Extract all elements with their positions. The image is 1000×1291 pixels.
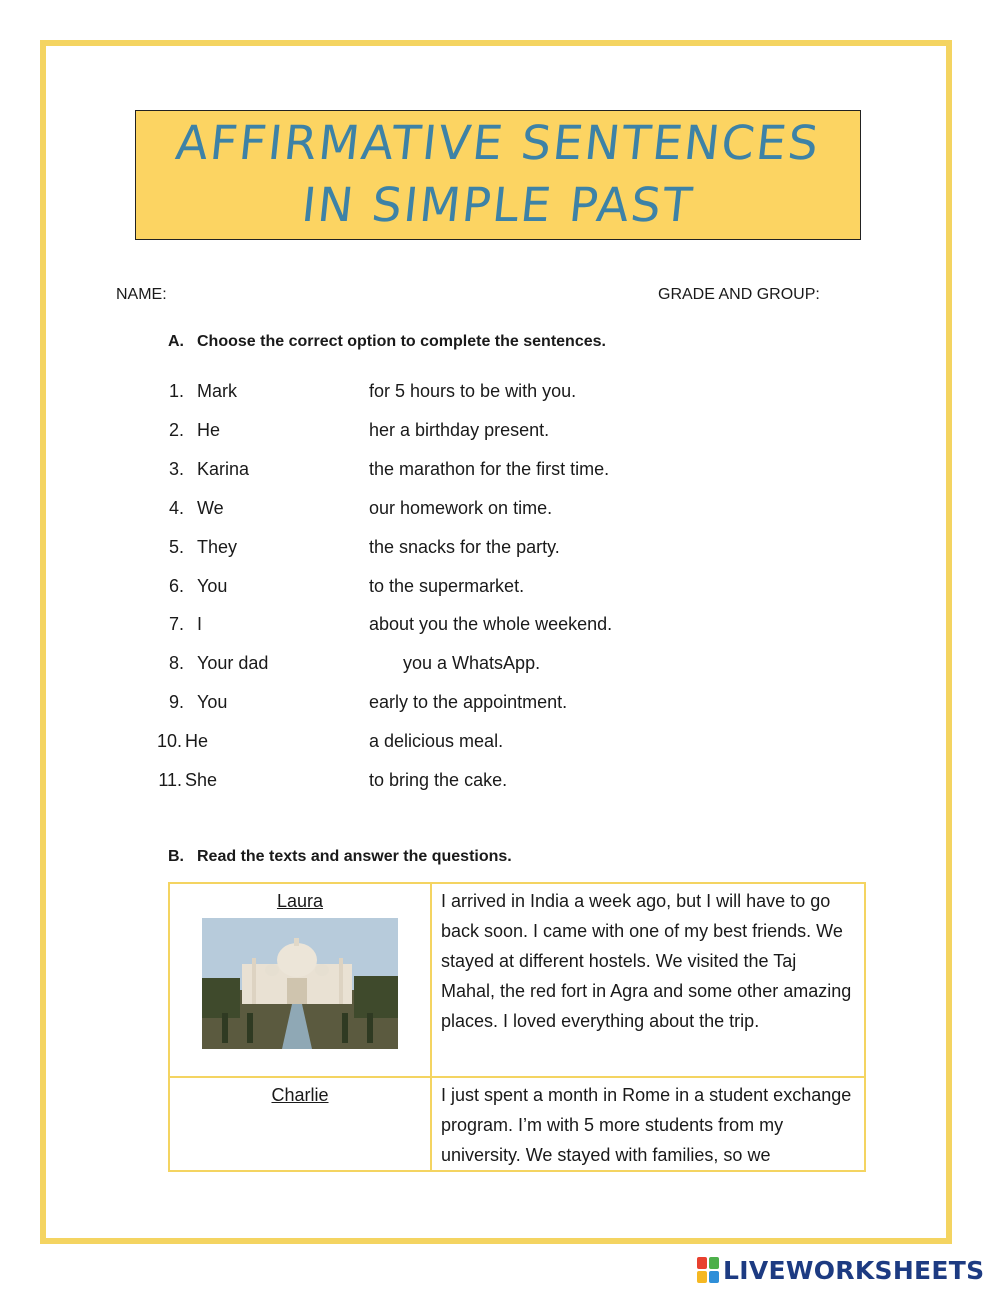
table-row	[169, 1077, 865, 1171]
section-a-letter: A.	[168, 333, 184, 350]
sentence-subject: Karina	[197, 458, 250, 479]
sentence-subject: I	[197, 614, 203, 635]
text-cell: I arrived in India a week ago, but I will have to go back soon. I came with one of my best friends. We stayed at different hostels. We visited the Taj Mahal, the red fort in Agra and some other amazing places. I loved everything about the trip.	[431, 883, 865, 1077]
person-name-charlie: Charlie	[271, 1085, 329, 1105]
sentence-item	[0, 496, 1000, 520]
sentence-subject: Mark	[197, 381, 237, 401]
sentence-item	[0, 574, 1000, 598]
sentence-item	[0, 768, 1000, 792]
sentence-remainder: you a WhatsApp.	[403, 653, 541, 674]
name-label: NAME:	[116, 286, 167, 303]
sentence-item	[0, 690, 1000, 714]
sentence-remainder: the snacks for the party.	[369, 536, 560, 557]
sentence-number: 10.	[156, 731, 182, 752]
section-b-instructions: Read the texts and answer the questions.	[197, 848, 512, 865]
sentence-number: 11.	[158, 770, 182, 790]
sentence-remainder: early to the appointment.	[369, 692, 568, 713]
person-name-laura: Laura	[276, 891, 324, 911]
sentence-remainder: to bring the cake.	[369, 770, 508, 790]
sentence-remainder: for 5 hours to be with you.	[369, 381, 577, 401]
title-banner	[135, 110, 861, 240]
sentence-item	[0, 651, 1000, 675]
sentence-subject: They	[197, 536, 238, 557]
sentence-subject: He	[197, 419, 221, 440]
taj-mahal-photo	[202, 918, 398, 1049]
reading-table	[168, 882, 866, 1172]
sentence-number: 6.	[168, 575, 184, 596]
sentence-number: 1.	[168, 381, 184, 401]
section-a-heading	[168, 333, 606, 351]
sentence-subject: You	[197, 692, 228, 713]
table-row	[169, 883, 865, 1077]
sentence-number: 4.	[168, 497, 184, 518]
title-line-1: AFFIRMATIVE SENTENCES	[173, 116, 823, 171]
logo-text: LIVEWORKSHEETS	[723, 1255, 985, 1285]
sentence-item	[0, 418, 1000, 442]
name-cell	[169, 1077, 431, 1171]
sentence-remainder: about you the whole weekend.	[369, 614, 613, 635]
liveworksheets-logo	[697, 1255, 984, 1285]
sentence-remainder: to the supermarket.	[369, 575, 525, 596]
sentence-item	[0, 457, 1000, 481]
sentence-number: 7.	[168, 614, 184, 635]
sentence-remainder: her a birthday present.	[369, 419, 550, 440]
sentence-item	[0, 729, 1000, 753]
sentence-number: 5.	[168, 536, 184, 557]
sentence-number: 2.	[168, 419, 184, 440]
sentence-subject: Your dad	[197, 653, 269, 674]
section-a-instructions: Choose the correct option to complete the sentences.	[197, 333, 606, 350]
sentence-remainder: a delicious meal.	[369, 731, 504, 752]
sentence-subject: You	[197, 575, 228, 596]
sentence-item	[0, 535, 1000, 559]
sentence-remainder: our homework on time.	[369, 497, 553, 518]
sentence-number: 9.	[168, 692, 184, 713]
sentence-remainder: the marathon for the first time.	[369, 458, 610, 479]
sentence-subject: He	[185, 731, 209, 752]
sentence-number: 8.	[168, 653, 184, 674]
text-cell: I just spent a month in Rome in a student exchange program. I’m with 5 more students from my university. We stayed with families, so we	[431, 1077, 865, 1171]
logo-mark-icon	[697, 1257, 719, 1283]
sentence-item	[0, 612, 1000, 636]
section-b-letter: B.	[168, 848, 184, 865]
sentence-subject: We	[197, 497, 224, 518]
sentence-subject: She	[185, 770, 218, 790]
name-cell	[169, 883, 431, 1077]
section-b-heading	[168, 848, 512, 866]
sentence-item	[0, 379, 1000, 403]
sentence-number: 3.	[168, 458, 184, 479]
title-line-2: IN SIMPLE PAST	[299, 178, 697, 233]
grade-group-label: GRADE AND GROUP:	[658, 286, 820, 303]
